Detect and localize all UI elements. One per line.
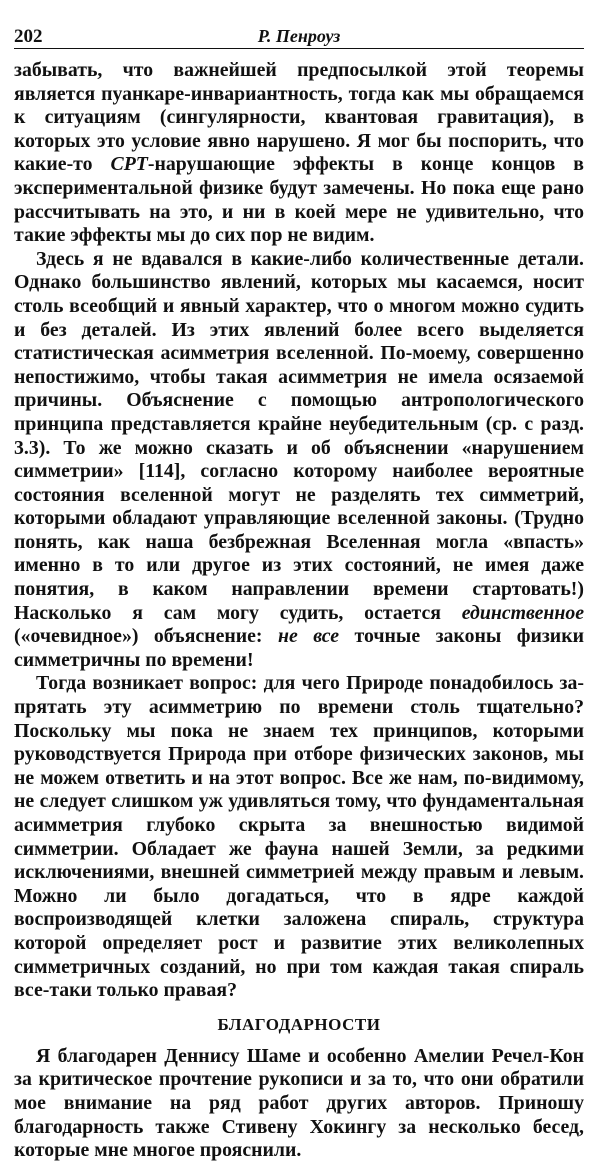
section-heading: БЛАГОДАРНОСТИ [217, 1014, 381, 1034]
paragraph-2: Здесь я не вдавался в какие-либо количественные детали. Однако большинство явлений, которых мы касаемся, носит столь всеобщий и явный характер, что о многом можно судить и без деталей. Из этих явлений более всего выделяется статистическая асимметрия вселенной. По-моему, совершенно непостижимо, чтобы такая асимметрия не имела осязаемой причины. Объяснение с помощью антропологического принципа представляется крайне неубедительным (ср. с разд. 3.3). То же можно сказать и об объяснении «нарушением симметрии» [114], согласно которому наиболее вероятные состояния вселенной могут не разделять тех симметрий, которыми обладают управляющие вселенной законы. (Трудно понять, как наша безбрежная Вселенная могла «впасть» именно в то или другое из этих состояний, не имея даже понятия, в каком направлении времени стартовать!) Насколько я сам могу судить, остается единственное («очевидное») объяснение: не все точные законы физики симметричны по времени! [14, 247, 584, 671]
acknowledgements-paragraph: Я благодарен Деннису Шаме и особенно Амелии Речел-Кон за критическое прочтение рукописи и за то, что они обратили мое внимание на ряд работ других авторов. Приношу благодарность также Стивену Хокингу за несколько бесед, которые мне многое прояснили. [14, 1044, 584, 1162]
paragraph-1: забывать, что важнейшей предпосылкой этой теоремы является пуанкаре-инвариантность, тогда как мы обращаемся к ситуациям (сингулярности, квантовая гравитация), в которых это условие явно нарушено. Я мог бы поспорить, что какие-то CPT-нарушающие эффекты в конце концов в экспериментальной физике будут замечены. Но пока еще рано рассчитывать на это, и ни в коей мере не удивительно, что такие эффекты мы до сих пор не видим. [14, 59, 584, 247]
page-number: 202 [14, 26, 43, 47]
running-head [14, 22, 584, 49]
running-title: Р. Пенроуз [257, 26, 341, 46]
paragraph-3: Тогда возникает вопрос: для чего Природе понадобилось запрятать эту асимметрию по времени столь тщательно? Поскольку мы пока не знаем тех принципов, которыми руководствуется Природа при отборе физических законов, мы не можем ответить и на этот вопрос. Все же нам, по-видимому, не следует слишком уж удивляться тому, что фундаментальная асимметрия глубоко скрыта за внешностью видимой симметрии. Обладает же фауна нашей Земли, за редкими исключениями, внешней симметрией между правым и левым. Можно ли было догадаться, что в ядре каждой воспроизводящей клетки заложена спираль, структура которой определяет рост и развитие этих великолепных симметричных созданий, но при том каждая такая спираль все-таки только правая? [14, 672, 584, 1002]
body-text [14, 59, 584, 1163]
